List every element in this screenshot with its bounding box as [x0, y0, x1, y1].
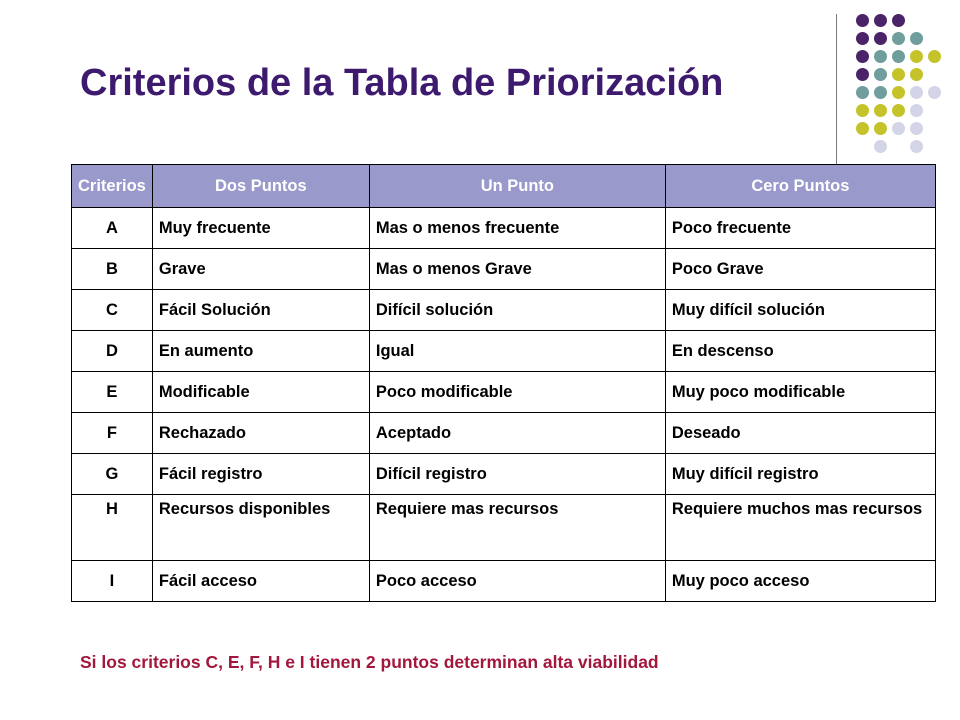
- cell-one-point: Poco acceso: [369, 561, 665, 602]
- dot: [892, 86, 905, 99]
- criterion-key: I: [72, 561, 153, 602]
- cell-two-points: Fácil registro: [152, 454, 369, 495]
- dot: [874, 68, 887, 81]
- dot: [856, 68, 869, 81]
- dot: [874, 86, 887, 99]
- criterion-key: F: [72, 413, 153, 454]
- criterion-key: C: [72, 290, 153, 331]
- dot: [910, 68, 923, 81]
- dot: [892, 104, 905, 117]
- dot: [856, 50, 869, 63]
- cell-zero-points: Muy poco acceso: [665, 561, 935, 602]
- cell-one-point: Aceptado: [369, 413, 665, 454]
- cell-one-point: Mas o menos Grave: [369, 249, 665, 290]
- dot: [874, 32, 887, 45]
- header-un-punto: Un Punto: [369, 165, 665, 208]
- cell-zero-points: Poco Grave: [665, 249, 935, 290]
- dot: [856, 14, 869, 27]
- dot: [910, 140, 923, 153]
- criterion-key: H: [72, 495, 153, 561]
- dot: [910, 104, 923, 117]
- dot: [856, 104, 869, 117]
- cell-two-points: Fácil acceso: [152, 561, 369, 602]
- cell-two-points: Grave: [152, 249, 369, 290]
- table-row: [72, 495, 936, 561]
- dot: [910, 122, 923, 135]
- dot: [856, 32, 869, 45]
- table-row: [72, 413, 936, 454]
- cell-two-points: En aumento: [152, 331, 369, 372]
- cell-zero-points: Deseado: [665, 413, 935, 454]
- cell-two-points: Rechazado: [152, 413, 369, 454]
- priority-criteria-table: [71, 164, 936, 602]
- dot: [856, 86, 869, 99]
- criterion-key: D: [72, 331, 153, 372]
- header-dos-puntos: Dos Puntos: [152, 165, 369, 208]
- criterion-key: B: [72, 249, 153, 290]
- cell-zero-points: Muy difícil registro: [665, 454, 935, 495]
- table-row: [72, 208, 936, 249]
- cell-one-point: Difícil registro: [369, 454, 665, 495]
- cell-zero-points: Muy poco modificable: [665, 372, 935, 413]
- slide-title: Criterios de la Tabla de Priorización: [80, 62, 724, 104]
- decorative-divider: [836, 14, 837, 176]
- cell-one-point: Igual: [369, 331, 665, 372]
- header-criterios: Criterios: [72, 165, 153, 208]
- criterion-key: E: [72, 372, 153, 413]
- cell-two-points: Recursos disponibles: [152, 495, 369, 561]
- decorative-dot-grid: [852, 14, 940, 154]
- cell-two-points: Fácil Solución: [152, 290, 369, 331]
- criterion-key: G: [72, 454, 153, 495]
- header-cero-puntos: Cero Puntos: [665, 165, 935, 208]
- dot: [910, 32, 923, 45]
- cell-two-points: Muy frecuente: [152, 208, 369, 249]
- cell-one-point: Difícil solución: [369, 290, 665, 331]
- dot: [910, 86, 923, 99]
- table-header-row: [72, 165, 936, 208]
- dot: [874, 104, 887, 117]
- table-row: [72, 290, 936, 331]
- dot: [892, 68, 905, 81]
- cell-one-point: Poco modificable: [369, 372, 665, 413]
- dot: [874, 122, 887, 135]
- dot: [910, 50, 923, 63]
- dot: [928, 50, 941, 63]
- table-row: [72, 561, 936, 602]
- dot: [892, 32, 905, 45]
- dot: [928, 86, 941, 99]
- dot: [874, 50, 887, 63]
- dot: [892, 50, 905, 63]
- table-row: [72, 454, 936, 495]
- cell-zero-points: En descenso: [665, 331, 935, 372]
- cell-zero-points: Muy difícil solución: [665, 290, 935, 331]
- table-row: [72, 249, 936, 290]
- cell-zero-points: Poco frecuente: [665, 208, 935, 249]
- dot: [856, 122, 869, 135]
- cell-two-points: Modificable: [152, 372, 369, 413]
- dot: [892, 14, 905, 27]
- dot: [874, 14, 887, 27]
- viability-note: Si los criterios C, E, F, H e I tienen 2 puntos determinan alta viabilidad: [80, 652, 659, 672]
- dot: [892, 122, 905, 135]
- cell-zero-points: Requiere muchos mas recursos: [665, 495, 935, 561]
- cell-one-point: Mas o menos frecuente: [369, 208, 665, 249]
- dot: [874, 140, 887, 153]
- cell-one-point: Requiere mas recursos: [369, 495, 665, 561]
- table-row: [72, 372, 936, 413]
- table-row: [72, 331, 936, 372]
- criterion-key: A: [72, 208, 153, 249]
